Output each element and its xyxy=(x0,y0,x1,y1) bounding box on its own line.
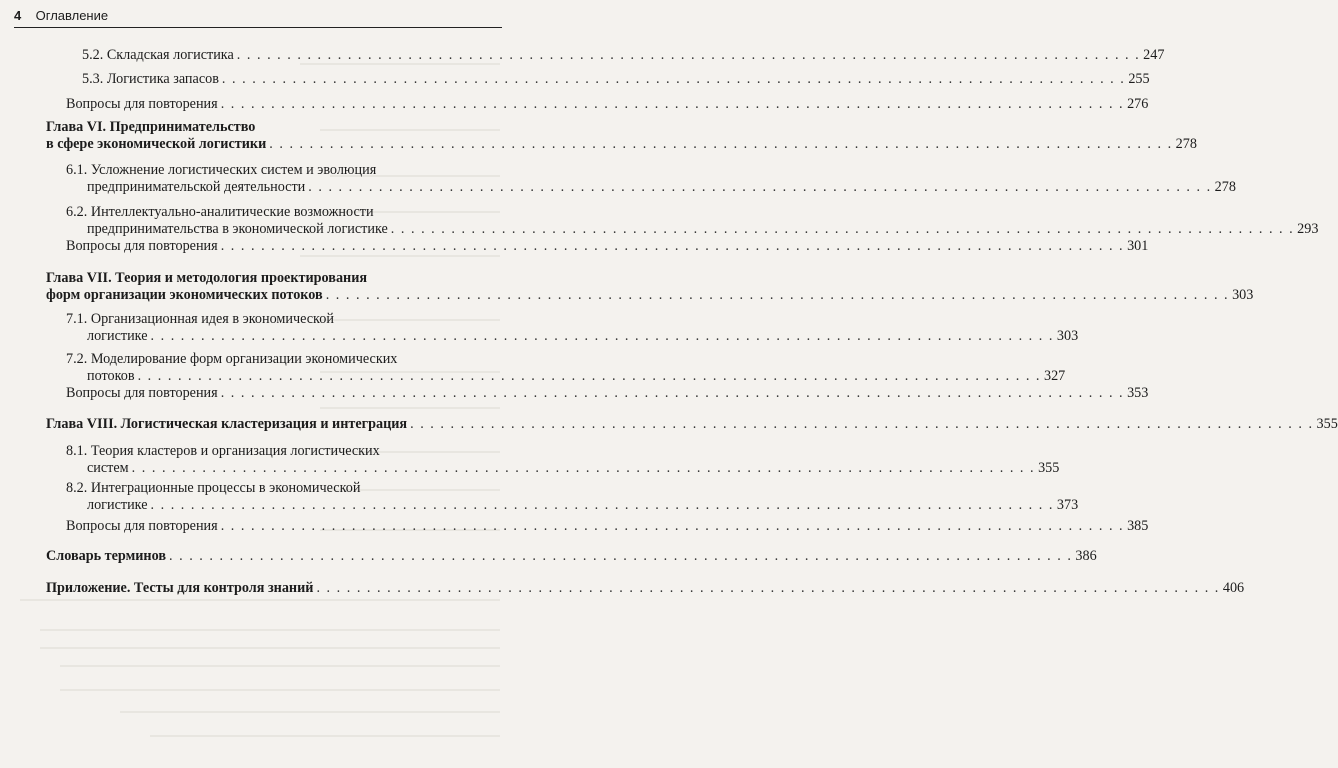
toc-entry[interactable] xyxy=(82,71,1150,88)
toc-entry-title: 5.2. Складская логистика xyxy=(82,47,234,63)
toc-page-number: 386 xyxy=(1075,548,1097,564)
toc-entry[interactable] xyxy=(46,416,1338,433)
toc-entry-title: Вопросы для повторения xyxy=(66,96,218,112)
toc-entry[interactable] xyxy=(82,47,1165,64)
dot-leader xyxy=(326,287,1229,303)
toc-entry-title: 8.1. Теория кластеров и организация логистических xyxy=(66,443,380,459)
toc-entry[interactable] xyxy=(66,385,1149,402)
toc-page-number: 353 xyxy=(1127,385,1149,401)
running-title: Оглавление xyxy=(35,8,109,23)
toc-entry-title: 7.1. Организационная идея в экономической xyxy=(66,311,334,327)
toc-page-number: 373 xyxy=(1056,497,1079,513)
toc-page-number: 355 xyxy=(1316,416,1338,432)
toc-entry-title: Вопросы для повторения xyxy=(66,385,218,401)
dot-leader xyxy=(410,416,1313,432)
toc-page-number: 278 xyxy=(1214,179,1236,195)
dot-leader xyxy=(132,460,1035,476)
toc-entry-title: Глава VI. Предпринимательство xyxy=(46,119,256,135)
toc-entry-title: Приложение. Тесты для контроля знаний xyxy=(46,580,314,596)
dot-leader xyxy=(221,238,1124,254)
dot-leader xyxy=(169,548,1072,564)
dot-leader xyxy=(222,71,1125,87)
toc-entry-title: 8.2. Интеграционные процессы в экономической xyxy=(66,480,361,496)
toc-entry-title: 7.2. Моделирование форм организации экономических xyxy=(66,351,398,367)
toc-entry-title: Вопросы для повторения xyxy=(66,238,218,254)
dot-leader xyxy=(316,580,1219,596)
toc-page-number: 406 xyxy=(1222,580,1245,596)
toc-entry[interactable] xyxy=(66,162,1236,196)
toc-entry-title: форм организации экономических потоков xyxy=(46,287,323,303)
toc-entry-title: предпринимательства в экономической логистике xyxy=(87,221,388,237)
toc-page-number: 255 xyxy=(1128,71,1150,87)
dot-leader xyxy=(308,179,1211,195)
dot-leader xyxy=(221,96,1124,112)
toc-entry-title: 5.3. Логистика запасов xyxy=(82,71,219,87)
toc-entry-title: Словарь терминов xyxy=(46,548,166,564)
toc-entry-title: в сфере экономической логистики xyxy=(46,136,267,152)
toc-page-number: 303 xyxy=(1056,328,1079,344)
dot-leader xyxy=(391,221,1294,237)
toc-entry[interactable] xyxy=(46,580,1245,597)
toc-entry[interactable] xyxy=(66,443,1060,477)
page-number: 4 xyxy=(14,8,22,23)
toc-entry[interactable] xyxy=(46,270,1254,304)
toc-entry[interactable] xyxy=(66,238,1149,255)
toc-entry-title: Глава VIII. Логистическая кластеризация и интеграция xyxy=(46,416,408,432)
toc-page-number: 303 xyxy=(1232,287,1254,303)
toc-entry[interactable] xyxy=(66,96,1149,113)
toc-page-number: 355 xyxy=(1038,460,1060,476)
toc-page-number: 327 xyxy=(1043,368,1066,384)
toc-entry[interactable] xyxy=(66,480,1079,514)
toc-page-number: 293 xyxy=(1297,221,1319,237)
toc-entry[interactable] xyxy=(66,518,1149,535)
toc-entry-title: 6.2. Интеллектуально-аналитические возможности xyxy=(66,204,374,220)
toc-entry-title: Глава VII. Теория и методология проектирования xyxy=(46,270,368,286)
toc-entry-title: предпринимательской деятельности xyxy=(87,179,306,195)
toc-page-number: 247 xyxy=(1143,47,1165,63)
toc-entry-title: систем xyxy=(87,460,129,476)
toc-entry-title: потоков xyxy=(87,368,135,384)
toc-entry-title: логистике xyxy=(87,328,148,344)
toc-entry[interactable] xyxy=(46,548,1097,565)
toc-entry[interactable] xyxy=(46,119,1197,153)
dot-leader xyxy=(151,497,1054,513)
dot-leader xyxy=(221,518,1124,534)
toc-page-number: 278 xyxy=(1175,136,1197,152)
dot-leader xyxy=(269,136,1172,152)
dot-leader xyxy=(221,385,1124,401)
dot-leader xyxy=(138,368,1041,384)
toc-entry-title: Вопросы для повторения xyxy=(66,518,218,534)
toc-page-number: 301 xyxy=(1127,238,1149,254)
dot-leader xyxy=(237,47,1140,63)
toc-entry-title: 6.1. Усложнение логистических систем и эволюция xyxy=(66,162,377,178)
toc-entry[interactable] xyxy=(66,311,1079,345)
toc-entry[interactable] xyxy=(66,204,1319,238)
toc-entry-title: логистике xyxy=(87,497,148,513)
running-header xyxy=(14,7,502,28)
toc-page-number: 385 xyxy=(1127,518,1149,534)
toc-entry[interactable] xyxy=(66,351,1066,385)
dot-leader xyxy=(151,328,1054,344)
toc-page-number: 276 xyxy=(1127,96,1149,112)
